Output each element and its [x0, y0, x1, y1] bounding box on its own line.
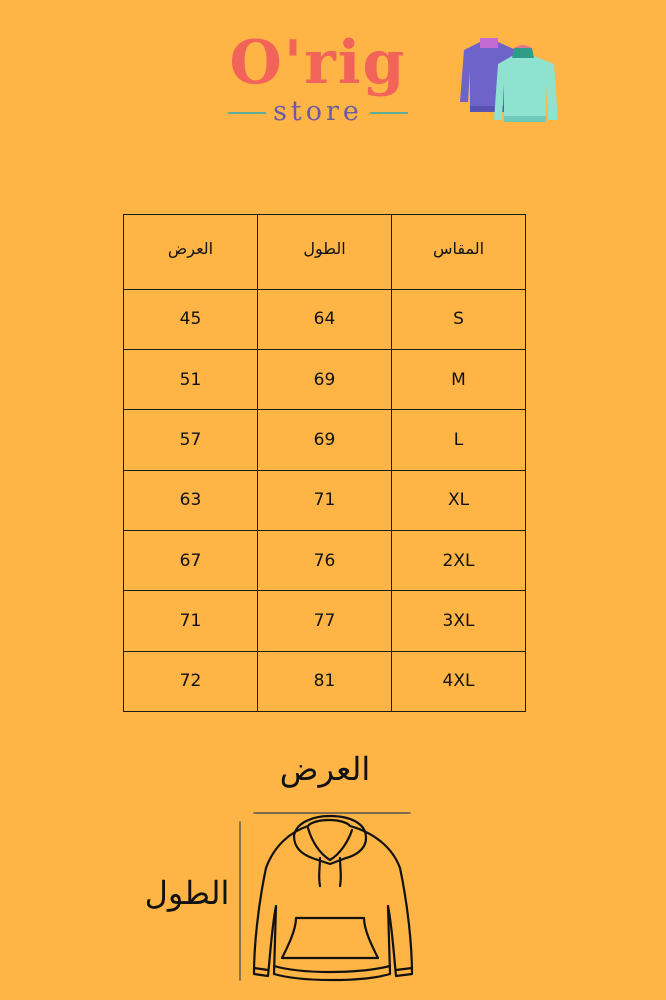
table-header-row: [124, 215, 526, 290]
cell-width: 71: [124, 591, 258, 651]
header-length: الطول: [258, 215, 392, 290]
table-row: [124, 531, 526, 591]
size-chart-table: [123, 214, 526, 712]
cell-length: 81: [258, 651, 392, 711]
brand-subtitle: store: [273, 96, 363, 127]
brand-logo: [210, 28, 430, 128]
cell-length: 76: [258, 531, 392, 591]
table-row: [124, 470, 526, 530]
cell-length: 69: [258, 350, 392, 410]
brand-subtitle-row: [228, 98, 408, 126]
hoodie-icon: [232, 806, 424, 990]
width-label: العرض: [279, 750, 371, 788]
table-row: [124, 651, 526, 711]
table-row: [124, 350, 526, 410]
brand-name: O'rig: [229, 28, 407, 98]
cell-size: L: [392, 410, 526, 470]
table-row: [124, 289, 526, 349]
header-size: المقاس: [392, 215, 526, 290]
cell-length: 71: [258, 470, 392, 530]
cell-width: 51: [124, 350, 258, 410]
table-row: [124, 410, 526, 470]
length-label: الطول: [144, 874, 230, 912]
divider: [228, 112, 266, 114]
cell-size: M: [392, 350, 526, 410]
header-width: العرض: [124, 215, 258, 290]
cell-length: 64: [258, 289, 392, 349]
cell-length: 69: [258, 410, 392, 470]
cell-width: 63: [124, 470, 258, 530]
cell-length: 77: [258, 591, 392, 651]
divider: [370, 112, 408, 114]
cell-width: 57: [124, 410, 258, 470]
sweaters-icon: [458, 36, 562, 124]
cell-size: XL: [392, 470, 526, 530]
cell-width: 67: [124, 531, 258, 591]
cell-width: 45: [124, 289, 258, 349]
cell-size: S: [392, 289, 526, 349]
cell-width: 72: [124, 651, 258, 711]
table-row: [124, 591, 526, 651]
cell-size: 2XL: [392, 531, 526, 591]
cell-size: 3XL: [392, 591, 526, 651]
cell-size: 4XL: [392, 651, 526, 711]
